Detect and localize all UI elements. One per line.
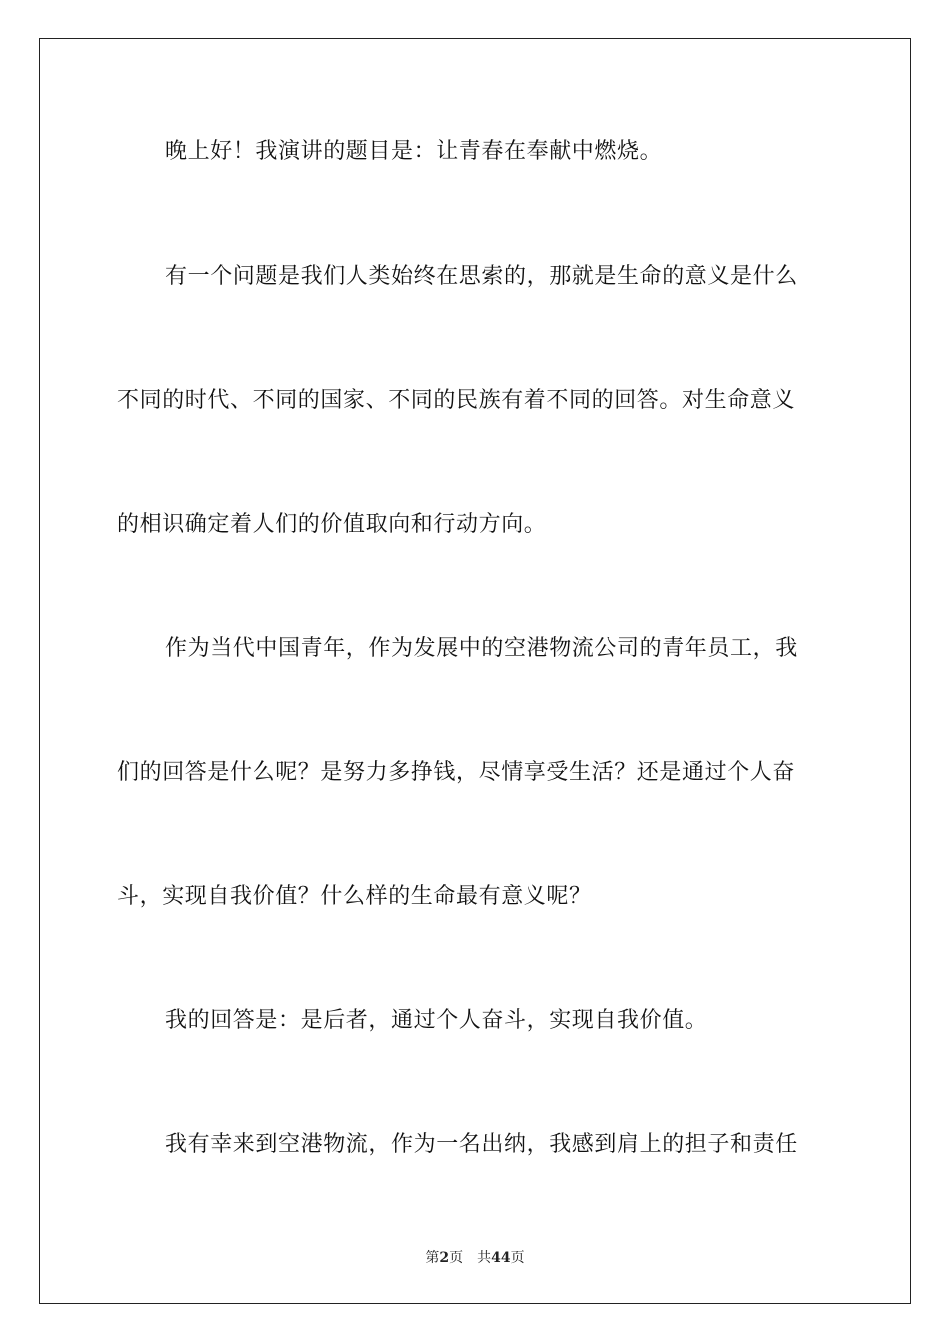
page-footer (0, 1248, 950, 1268)
text-line-6: 们的回答是什么呢？是努力多挣钱，尽情享受生活？还是通过个人奋 (117, 760, 796, 785)
page-border (39, 38, 911, 1304)
page-number: 2 (439, 1250, 450, 1266)
text-line-3: 不同的时代、不同的国家、不同的民族有着不同的回答。对生命意义 (117, 388, 796, 413)
page-suffix: 页 (449, 1250, 464, 1266)
text-line-8: 我的回答是：是后者，通过个人奋斗，实现自我价值。 (165, 1008, 708, 1033)
total-prefix: 共 (477, 1250, 492, 1266)
total-suffix: 页 (510, 1250, 525, 1266)
page-prefix: 第 (425, 1250, 440, 1266)
text-line-9: 我有幸来到空港物流，作为一名出纳，我感到肩上的担子和责任 (165, 1132, 798, 1157)
text-line-7: 斗，实现自我价值？什么样的生命最有意义呢？ (117, 884, 592, 909)
text-line-5: 作为当代中国青年，作为发展中的空港物流公司的青年员工，我 (165, 636, 798, 661)
text-line-4: 的相识确定着人们的价值取向和行动方向。 (117, 512, 547, 537)
text-line-2: 有一个问题是我们人类始终在思索的，那就是生命的意义是什么 (165, 264, 798, 289)
total-pages: 44 (491, 1250, 511, 1266)
text-line-1: 晚上好！我演讲的题目是：让青春在奉献中燃烧。 (165, 139, 663, 164)
